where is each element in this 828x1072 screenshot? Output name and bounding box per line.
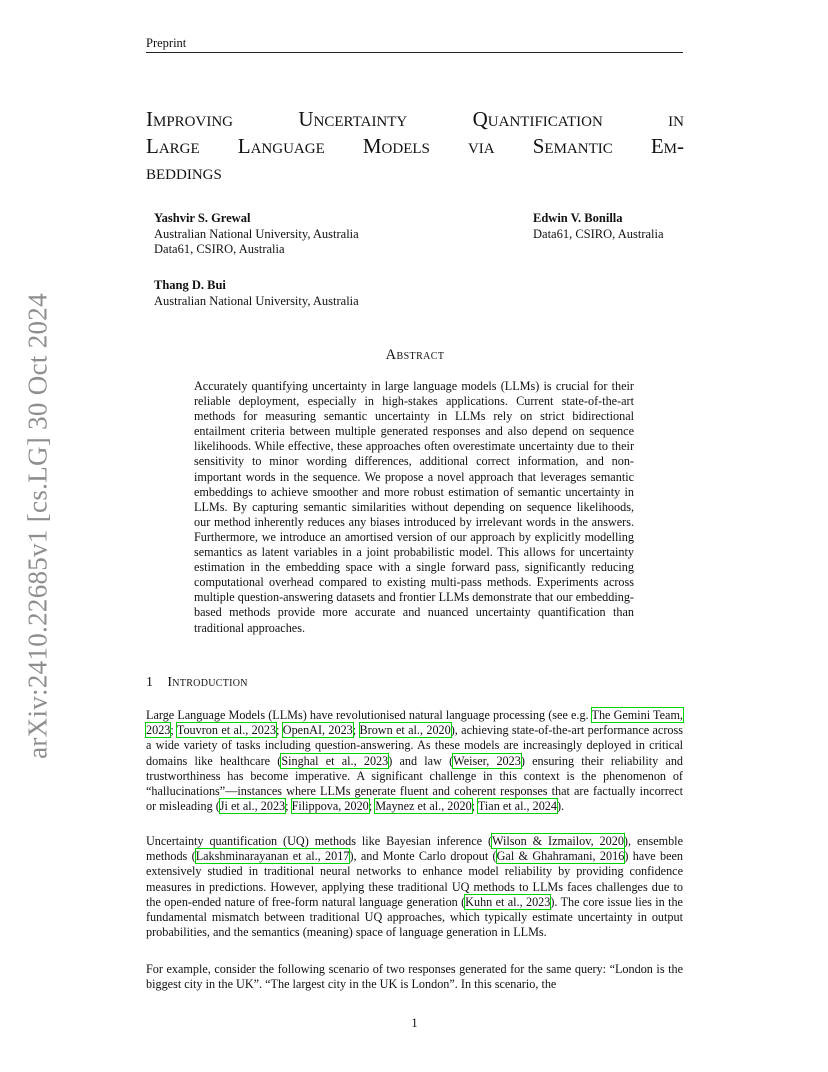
citation-link[interactable]: Singhal et al., 2023 (281, 753, 389, 768)
paragraph-text: ; (170, 723, 177, 738)
citation-link[interactable]: Gal & Ghahramani, 2016 (496, 849, 625, 864)
citation-link[interactable]: Maynez et al., 2020 (375, 799, 472, 814)
author-affiliation: Data61, CSIRO, Australia (533, 226, 664, 241)
arxiv-identifier-stamp: arXiv:2410.22685v1 [cs.LG] 30 Oct 2024 (22, 293, 53, 759)
citation-link[interactable]: Ji et al., 2023 (219, 799, 286, 814)
author-block (533, 211, 664, 242)
citation-link[interactable]: Kuhn et al., 2023 (465, 894, 551, 909)
title-line: Improving Uncertainty Quantification in (146, 107, 684, 131)
citation-link[interactable]: Weiser, 2023 (453, 753, 521, 768)
paragraph-text: ; (276, 723, 283, 738)
paragraph-text: ) have been extensively studied in traditional neural networks to enhance model reliability by providing confidence measures in predictions. However, applying these traditional UQ methods to LLMs faces challenges due to the open-ended nature of free-form natural language generation ( (146, 849, 684, 909)
header-rule (146, 52, 683, 53)
paragraph-text: ), and Monte Carlo dropout ( (349, 849, 497, 864)
paragraph-text: ). (557, 799, 565, 814)
paragraph-text: ). The core issue lies in the fundamental mismatch between traditional UQ approaches, which typically estimate uncertainty in output probabilities, and the semantics (meaning) space of language generation in LLMs. (146, 894, 683, 940)
author-affiliation: Data61, CSIRO, Australia (154, 242, 285, 256)
paragraph-text: ; (352, 723, 360, 738)
citation-link[interactable]: The Gemini Team, 2023 (146, 708, 683, 738)
citation-link[interactable]: Wilson & Izmailov, 2020 (492, 834, 624, 848)
citation-link[interactable]: Touvron et al., 2023 (176, 723, 277, 738)
title-line: Large Language Models via Semantic Em- (146, 133, 684, 158)
section-title: Introduction (167, 675, 248, 690)
page-number: 1 (411, 1016, 418, 1030)
citation-link[interactable]: Brown et al., 2020 (359, 723, 451, 738)
introduction-paragraph (146, 834, 683, 940)
citation-link[interactable]: OpenAI, 2023 (282, 723, 353, 738)
abstract-heading: Abstract (385, 347, 445, 363)
paragraph-text: ), achieving state-of-the-art performance across a wide variety of tasks including question-answering. As these models are increasingly deployed in critical domains like healthcare ( (146, 723, 683, 768)
paragraph-text: ; (368, 799, 376, 814)
running-header: Preprint (146, 36, 187, 50)
author-block (154, 278, 359, 309)
abstract-text: Accurately quantifying uncertainty in large language models (LLMs) is crucial for their reliable deployment, especially in high-stakes applications. Current state-of-the-art methods for measuring semantic uncertainty in LLMs rely on strict bidirectional entailment criteria between multiple generated responses and also depend on sequence likelihoods. While effective, these approaches often overestimate uncertainty due to their sensitivity to minor wording differences, additional correct information, and non-important words in the sequence. We propose a novel approach that leverages semantic embeddings to achieve smoother and more robust estimation of semantic uncertainty in LLMs. By capturing semantic similarities without depending on sequence likelihoods, our method inherently reduces any biases introduced by irrelevant words in the answers. Furthermore, we introduce an amortised version of our approach by explicitly modelling semantics as latent variables in a joint probabilistic model. This allows for uncertainty estimation in the embedding space with a single forward pass, significantly reducing computational overhead compared to existing multi-pass methods. Experiments across multiple question-answering datasets and frontier LLMs demonstrate that our embedding-based methods provide more accurate and nuanced uncertainty quantification than traditional approaches. (194, 379, 634, 635)
paragraph-text: ; (471, 799, 478, 814)
paper-title (146, 106, 684, 186)
section-number: 1 (146, 675, 154, 690)
citation-link[interactable]: Tian et al., 2024 (477, 799, 557, 814)
paragraph-text: ; (285, 799, 292, 814)
paragraph-text: ) and law ( (388, 753, 454, 768)
author-name: Edwin V. Bonilla (533, 211, 623, 225)
citation-link[interactable]: Lakshminarayanan et al., 2017 (195, 849, 350, 864)
author-affiliation: Australian National University, Australia (154, 293, 359, 308)
paragraph-text: Large Language Models (LLMs) have revolutionised natural language processing (see e.g. (146, 708, 592, 722)
author-block (154, 211, 359, 258)
section-heading (146, 675, 248, 691)
introduction-paragraph: For example, consider the following scenario of two responses generated for the same query: “London is the biggest city in the UK”. “The largest city in the UK is London”. In this scenario, the (146, 962, 683, 992)
title-line: beddings (146, 160, 222, 184)
paragraph-text: ) ensuring their reliability and trustworthiness has become imperative. A significant challenge in this context is the phenomenon of “hallucinations”—instances where LLMs generate fluent and coherent responses that are factually incorrect or misleading ( (146, 753, 684, 814)
paragraph-text: ), ensemble methods ( (146, 834, 683, 864)
author-affiliation: Australian National University, Australia (154, 226, 359, 241)
author-name: Yashvir S. Grewal (154, 211, 251, 225)
introduction-paragraph (146, 708, 683, 814)
citation-link[interactable]: Filippova, 2020 (291, 799, 369, 814)
author-name: Thang D. Bui (154, 278, 226, 292)
paragraph-text: Uncertainty quantification (UQ) methods like Bayesian inference ( (146, 834, 493, 848)
